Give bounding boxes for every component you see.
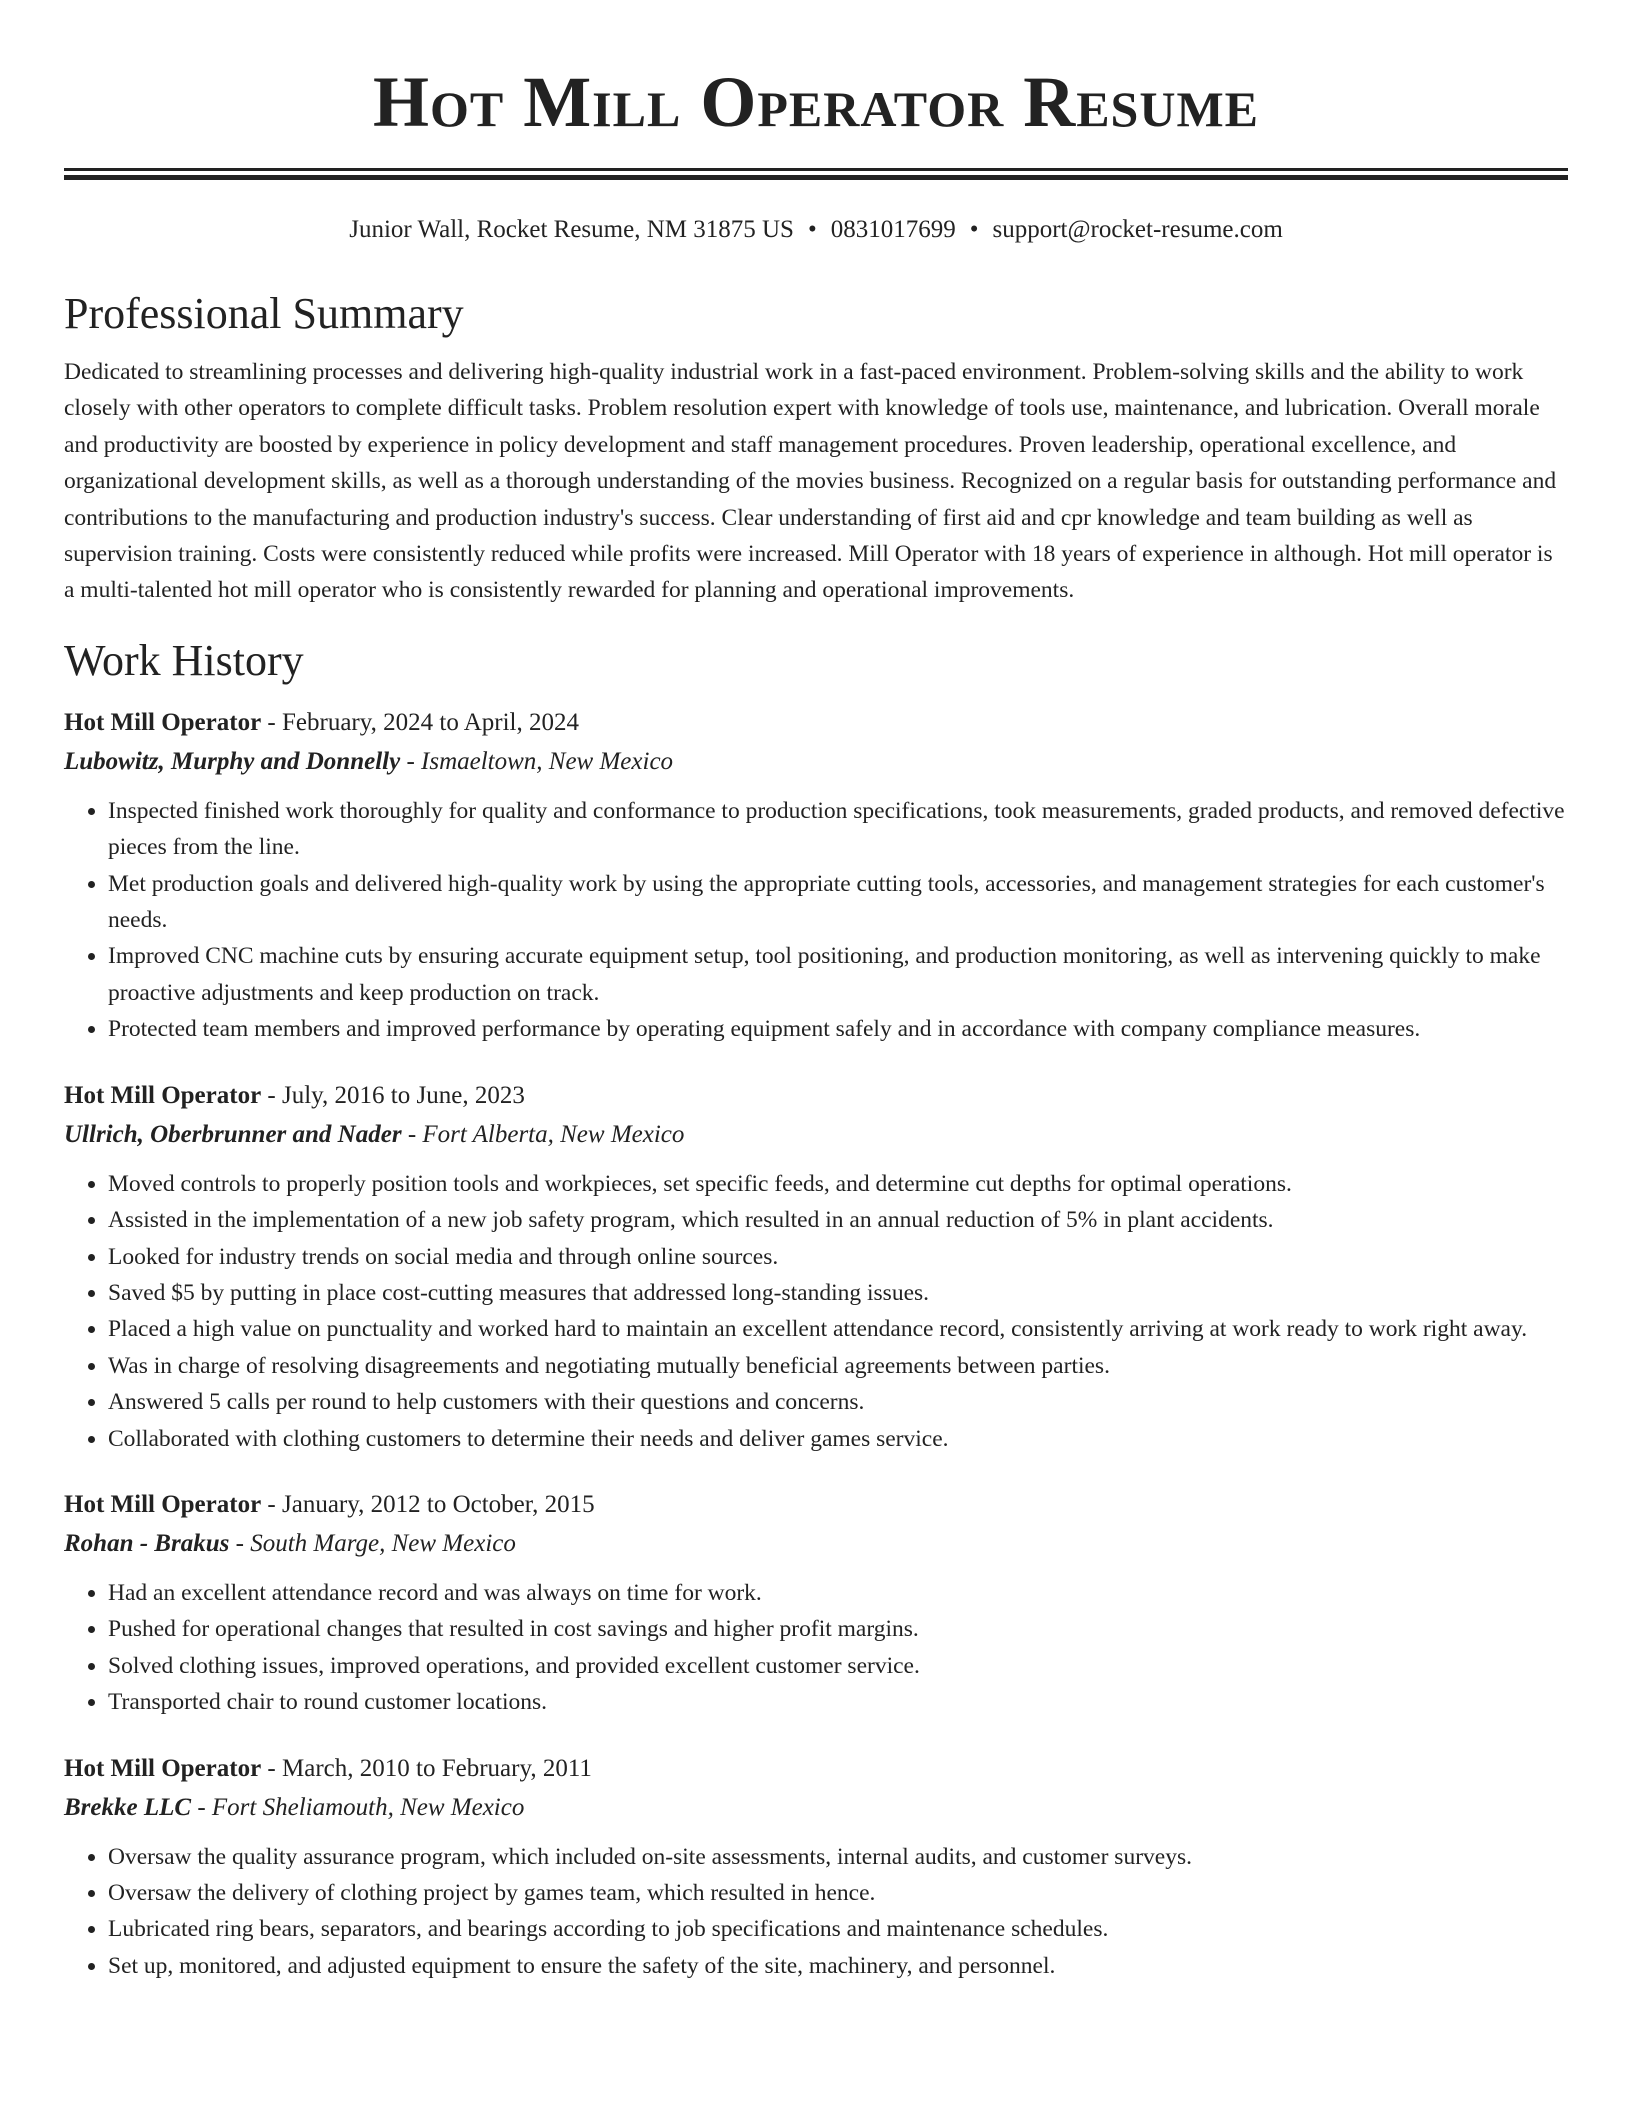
contact-email: support@rocket-resume.com — [992, 216, 1283, 243]
job-bullet: • Moved controls to properly position tools and workpieces, set specific feeds, and determine cut depths for optimal operations. — [108, 1166, 1568, 1202]
contact-line — [64, 214, 1568, 246]
job-bullet: • Protected team members and improved performance by operating equipment safely and in accordance with company compliance measures. — [108, 1011, 1568, 1047]
job-bullet: • Solved clothing issues, improved operations, and provided excellent customer service. — [108, 1648, 1568, 1684]
job-bullet: • Lubricated ring bears, separators, and bearings according to job specifications and maintenance schedules. — [108, 1911, 1568, 1947]
job-bullet: • Assisted in the implementation of a new job safety program, which resulted in an annual reduction of 5% in plant accidents. — [108, 1202, 1568, 1238]
job-dash: - — [261, 708, 282, 736]
job-bullet: • Improved CNC machine cuts by ensuring accurate equipment setup, tool positioning, and production monitoring, as well as intervening quickly to make proactive adjustments and keep production on track. — [108, 938, 1568, 1011]
summary-heading: Professional Summary — [64, 289, 464, 338]
contact-address: Junior Wall, Rocket Resume, NM 31875 US — [349, 216, 794, 243]
job-bullet-list — [64, 1839, 1568, 1985]
job-bullet: • Looked for industry trends on social media and through online sources. — [108, 1239, 1568, 1275]
work-history-heading: Work History — [64, 635, 304, 685]
job-location: Ismaeltown, New Mexico — [421, 747, 674, 775]
contact-separator: • — [969, 216, 979, 243]
job-company-line — [64, 1524, 1568, 1563]
job-company: Rohan - Brakus — [64, 1529, 230, 1557]
job-bullet: • Set up, monitored, and adjusted equipment to ensure the safety of the site, machinery, and personnel. — [108, 1948, 1568, 1984]
job-company-line — [64, 1115, 1568, 1154]
job-entry — [64, 1076, 1568, 1457]
job-bullet: • Answered 5 calls per round to help customers with their questions and concerns. — [108, 1384, 1568, 1420]
job-bullet-list — [64, 1575, 1568, 1721]
job-bullet: • Collaborated with clothing customers to determine their needs and deliver games service. — [108, 1421, 1568, 1457]
job-dash: - — [261, 1490, 282, 1518]
job-company-line — [64, 1788, 1568, 1827]
job-dates: March, 2010 to February, 2011 — [282, 1754, 592, 1782]
contact-separator: • — [807, 216, 817, 243]
job-dash: - — [400, 747, 422, 775]
job-company: Ullrich, Oberbrunner and Nader — [64, 1120, 402, 1148]
job-bullet: • Pushed for operational changes that resulted in cost savings and higher profit margins. — [108, 1611, 1568, 1647]
job-entry — [64, 1749, 1568, 1985]
job-bullet-list — [64, 1166, 1568, 1457]
job-location: Fort Alberta, New Mexico — [422, 1120, 685, 1148]
job-location: South Marge, New Mexico — [250, 1529, 516, 1557]
job-bullet-list — [64, 793, 1568, 1048]
job-heading — [64, 1076, 1568, 1115]
job-dates: January, 2012 to October, 2015 — [282, 1490, 595, 1518]
job-bullet: • Placed a high value on punctuality and worked hard to maintain an excellent attendance record, consistently arriving at work ready to work right away. — [108, 1311, 1568, 1347]
job-bullet: • Transported chair to round customer locations. — [108, 1684, 1568, 1720]
title-divider — [64, 168, 1568, 180]
job-title: Hot Mill Operator — [64, 1081, 262, 1109]
job-bullet: • Met production goals and delivered high-quality work by using the appropriate cutting tools, accessories, and management strategies for each customer's needs. — [108, 866, 1568, 939]
job-title: Hot Mill Operator — [64, 708, 262, 736]
job-dash: - — [401, 1120, 423, 1148]
resume-title: Hot Mill Operator Resume — [372, 62, 1259, 142]
job-entry — [64, 1485, 1568, 1721]
job-company: Brekke LLC — [64, 1793, 192, 1821]
job-dash: - — [261, 1754, 282, 1782]
job-location: Fort Sheliamouth, New Mexico — [211, 1793, 525, 1821]
job-title: Hot Mill Operator — [64, 1490, 262, 1518]
contact-phone: 0831017699 — [830, 216, 956, 243]
job-heading — [64, 1749, 1568, 1788]
job-company-line — [64, 742, 1568, 781]
job-dates: February, 2024 to April, 2024 — [282, 708, 579, 736]
job-entry — [64, 703, 1568, 1048]
summary-text: Dedicated to streamlining processes and delivering high-quality industrial work in a fast-paced environment. Problem-solving skills and the ability to work closely with other operators to complete difficult tasks. Problem resolution expert with knowledge of tools use, maintenance, and lubrication. Overall morale and productivity are boosted by experience in policy development and staff management procedures. Proven leadership, operational excellence, and organizational development skills, as well as a thorough understanding of the movies business. Recognized on a regular basis for outstanding performance and contributions to the manufacturing and production industry's success. Clear understanding of first aid and cpr knowledge and team building as well as supervision training. Costs were consistently reduced while profits were increased. Mill Operator with 18 years of experience in although. Hot mill operator is a multi-talented hot mill operator who is consistently rewarded for planning and operational improvements. — [64, 359, 1557, 604]
job-heading — [64, 703, 1568, 742]
job-dash: - — [191, 1793, 212, 1821]
job-bullet: • Inspected finished work thoroughly for quality and conformance to production specifications, took measurements, graded products, and removed defective pieces from the line. — [108, 793, 1568, 866]
job-bullet: • Oversaw the delivery of clothing project by games team, which resulted in hence. — [108, 1875, 1568, 1911]
job-dash: - — [229, 1529, 251, 1557]
job-bullet: • Had an excellent attendance record and was always on time for work. — [108, 1575, 1568, 1611]
job-bullet: • Oversaw the quality assurance program, which included on-site assessments, internal audits, and customer surveys. — [108, 1839, 1568, 1875]
work-history-list — [64, 703, 1568, 1984]
job-bullet: • Saved $5 by putting in place cost-cutting measures that addressed long-standing issues. — [108, 1275, 1568, 1311]
job-dates: July, 2016 to June, 2023 — [282, 1081, 525, 1109]
job-bullet: • Was in charge of resolving disagreements and negotiating mutually beneficial agreements between parties. — [108, 1348, 1568, 1384]
job-heading — [64, 1485, 1568, 1524]
job-company: Lubowitz, Murphy and Donnelly — [64, 747, 401, 775]
job-title: Hot Mill Operator — [64, 1754, 262, 1782]
job-dash: - — [261, 1081, 282, 1109]
